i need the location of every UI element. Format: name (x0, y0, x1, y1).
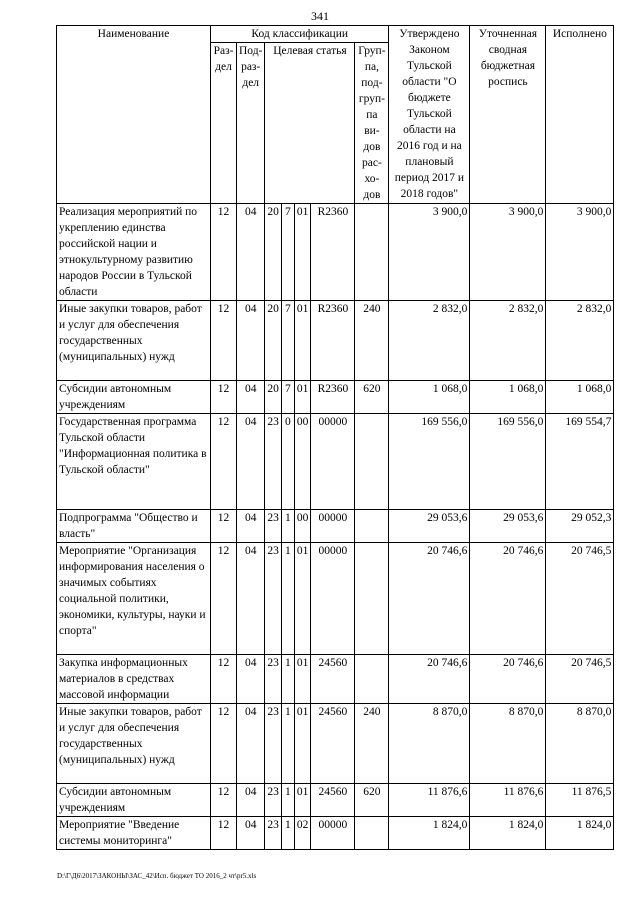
row-approved: 29 053,6 (389, 510, 470, 543)
row-target-article-subprogram: 1 (281, 817, 294, 850)
row-executed: 11 876,5 (546, 784, 614, 817)
row-target-article-program: 20 (265, 381, 282, 414)
row-target-article-direction: 00000 (311, 510, 355, 543)
row-expense-group (355, 510, 389, 543)
row-name: Государственная программа Тульской области "Информационная политика в Тульской области" (57, 414, 211, 510)
row-name: Субсидии автономным учреждениям (57, 381, 211, 414)
header-section: Раз-дел (211, 43, 237, 204)
row-podrazdel: 04 (237, 655, 265, 704)
row-target-article-program: 23 (265, 510, 282, 543)
row-podrazdel: 04 (237, 817, 265, 850)
row-target-article-subprogram: 1 (281, 704, 294, 784)
row-target-article-program: 20 (265, 301, 282, 381)
row-podrazdel: 04 (237, 784, 265, 817)
row-executed: 20 746,5 (546, 655, 614, 704)
row-refined: 1 068,0 (470, 381, 546, 414)
row-approved: 20 746,6 (389, 543, 470, 655)
row-refined: 20 746,6 (470, 655, 546, 704)
row-executed: 169 554,7 (546, 414, 614, 510)
header-expense-group: Груп-па, под-груп-па ви-дов рас-хо-дов (355, 43, 389, 204)
row-refined: 2 832,0 (470, 301, 546, 381)
row-executed: 2 832,0 (546, 301, 614, 381)
table-body (57, 204, 614, 850)
table-row (57, 510, 614, 543)
row-target-article-direction: 24560 (311, 655, 355, 704)
row-target-article-direction: 24560 (311, 704, 355, 784)
header-approved: Утверждено Законом Тульской области "О бюджете Тульской области на 2016 год и на плановый период 2017 и 2018 годов" (389, 26, 470, 204)
row-name: Подпрограмма "Общество и власть" (57, 510, 211, 543)
row-target-article-program: 23 (265, 543, 282, 655)
row-approved: 1 824,0 (389, 817, 470, 850)
row-target-article-subprogram: 1 (281, 655, 294, 704)
row-target-article-event: 01 (294, 543, 311, 655)
row-executed: 8 870,0 (546, 704, 614, 784)
row-refined: 29 053,6 (470, 510, 546, 543)
row-target-article-event: 00 (294, 414, 311, 510)
row-approved: 11 876,6 (389, 784, 470, 817)
row-expense-group (355, 817, 389, 850)
row-expense-group (355, 543, 389, 655)
row-target-article-event: 01 (294, 784, 311, 817)
row-target-article-subprogram: 1 (281, 510, 294, 543)
row-target-article-event: 02 (294, 817, 311, 850)
row-executed: 20 746,5 (546, 543, 614, 655)
row-name: Реализация мероприятий по укреплению единства российской нации и этнокультурному развитию народов России в Тульской области (57, 204, 211, 301)
row-razdel: 12 (211, 704, 237, 784)
row-expense-group: 620 (355, 784, 389, 817)
row-target-article-subprogram: 7 (281, 301, 294, 381)
row-name: Закупка информационных материалов в средствах массовой информации (57, 655, 211, 704)
table-row (57, 784, 614, 817)
row-name: Иные закупки товаров, работ и услуг для обеспечения государственных (муниципальных) нужд (57, 301, 211, 381)
row-target-article-subprogram: 1 (281, 543, 294, 655)
row-refined: 8 870,0 (470, 704, 546, 784)
row-executed: 29 052,3 (546, 510, 614, 543)
row-approved: 3 900,0 (389, 204, 470, 301)
row-razdel: 12 (211, 381, 237, 414)
header-classification-code: Код классификации (211, 26, 389, 43)
row-approved: 169 556,0 (389, 414, 470, 510)
row-target-article-event: 00 (294, 510, 311, 543)
row-approved: 2 832,0 (389, 301, 470, 381)
row-target-article-event: 01 (294, 704, 311, 784)
row-refined: 3 900,0 (470, 204, 546, 301)
row-name: Субсидии автономным учреждениям (57, 784, 211, 817)
header-target-article: Целевая статья (265, 43, 355, 204)
row-target-article-subprogram: 1 (281, 784, 294, 817)
table-row (57, 381, 614, 414)
row-refined: 169 556,0 (470, 414, 546, 510)
table-header (57, 26, 614, 204)
row-name: Мероприятие "Введение системы мониторинга" (57, 817, 211, 850)
row-approved: 8 870,0 (389, 704, 470, 784)
table-row (57, 704, 614, 784)
budget-execution-table (56, 25, 614, 850)
row-razdel: 12 (211, 204, 237, 301)
row-podrazdel: 04 (237, 204, 265, 301)
row-expense-group (355, 655, 389, 704)
header-subsection: Под-раз-дел (237, 43, 265, 204)
header-name: Наименование (57, 26, 211, 204)
row-podrazdel: 04 (237, 414, 265, 510)
row-target-article-subprogram: 0 (281, 414, 294, 510)
row-razdel: 12 (211, 784, 237, 817)
row-expense-group (355, 414, 389, 510)
page-number: 341 (311, 9, 329, 23)
row-target-article-program: 23 (265, 704, 282, 784)
table-row (57, 543, 614, 655)
row-name: Иные закупки товаров, работ и услуг для обеспечения государственных (муниципальных) нужд (57, 704, 211, 784)
row-target-article-event: 01 (294, 655, 311, 704)
row-target-article-event: 01 (294, 301, 311, 381)
table-row (57, 655, 614, 704)
row-target-article-direction: 00000 (311, 543, 355, 655)
row-target-article-subprogram: 7 (281, 381, 294, 414)
row-target-article-program: 23 (265, 817, 282, 850)
header-executed: Исполнено (546, 26, 614, 204)
row-target-article-program: 23 (265, 414, 282, 510)
row-expense-group: 240 (355, 704, 389, 784)
row-razdel: 12 (211, 655, 237, 704)
row-razdel: 12 (211, 817, 237, 850)
row-target-article-program: 23 (265, 655, 282, 704)
row-expense-group (355, 204, 389, 301)
row-target-article-program: 23 (265, 784, 282, 817)
row-executed: 3 900,0 (546, 204, 614, 301)
row-podrazdel: 04 (237, 381, 265, 414)
row-podrazdel: 04 (237, 704, 265, 784)
table-row (57, 301, 614, 381)
row-refined: 1 824,0 (470, 817, 546, 850)
row-podrazdel: 04 (237, 510, 265, 543)
row-target-article-event: 01 (294, 204, 311, 301)
table-row (57, 817, 614, 850)
row-expense-group: 620 (355, 381, 389, 414)
header-refined: Уточненная сводная бюджетная роспись (470, 26, 546, 204)
row-razdel: 12 (211, 510, 237, 543)
row-razdel: 12 (211, 543, 237, 655)
row-refined: 20 746,6 (470, 543, 546, 655)
table-row (57, 414, 614, 510)
row-target-article-direction: 00000 (311, 414, 355, 510)
row-target-article-event: 01 (294, 381, 311, 414)
row-approved: 20 746,6 (389, 655, 470, 704)
row-razdel: 12 (211, 301, 237, 381)
row-podrazdel: 04 (237, 543, 265, 655)
row-target-article-direction: R2360 (311, 381, 355, 414)
row-refined: 11 876,6 (470, 784, 546, 817)
row-target-article-direction: R2360 (311, 204, 355, 301)
row-razdel: 12 (211, 414, 237, 510)
row-target-article-direction: 00000 (311, 817, 355, 850)
row-name: Мероприятие "Организация информирования населения о значимых событиях социальной политики, экономики, культуры, науки и спорта" (57, 543, 211, 655)
row-target-article-subprogram: 7 (281, 204, 294, 301)
row-executed: 1 824,0 (546, 817, 614, 850)
file-path-footer: D:\Г\Д6\2017\ЗАКОНЫ\ЗАС_42\Исп. бюджет ТО 2016_2 чт\pr5.xls (57, 872, 257, 880)
row-expense-group: 240 (355, 301, 389, 381)
row-target-article-direction: R2360 (311, 301, 355, 381)
row-podrazdel: 04 (237, 301, 265, 381)
row-target-article-direction: 24560 (311, 784, 355, 817)
table-row (57, 204, 614, 301)
row-executed: 1 068,0 (546, 381, 614, 414)
row-approved: 1 068,0 (389, 381, 470, 414)
row-target-article-program: 20 (265, 204, 282, 301)
